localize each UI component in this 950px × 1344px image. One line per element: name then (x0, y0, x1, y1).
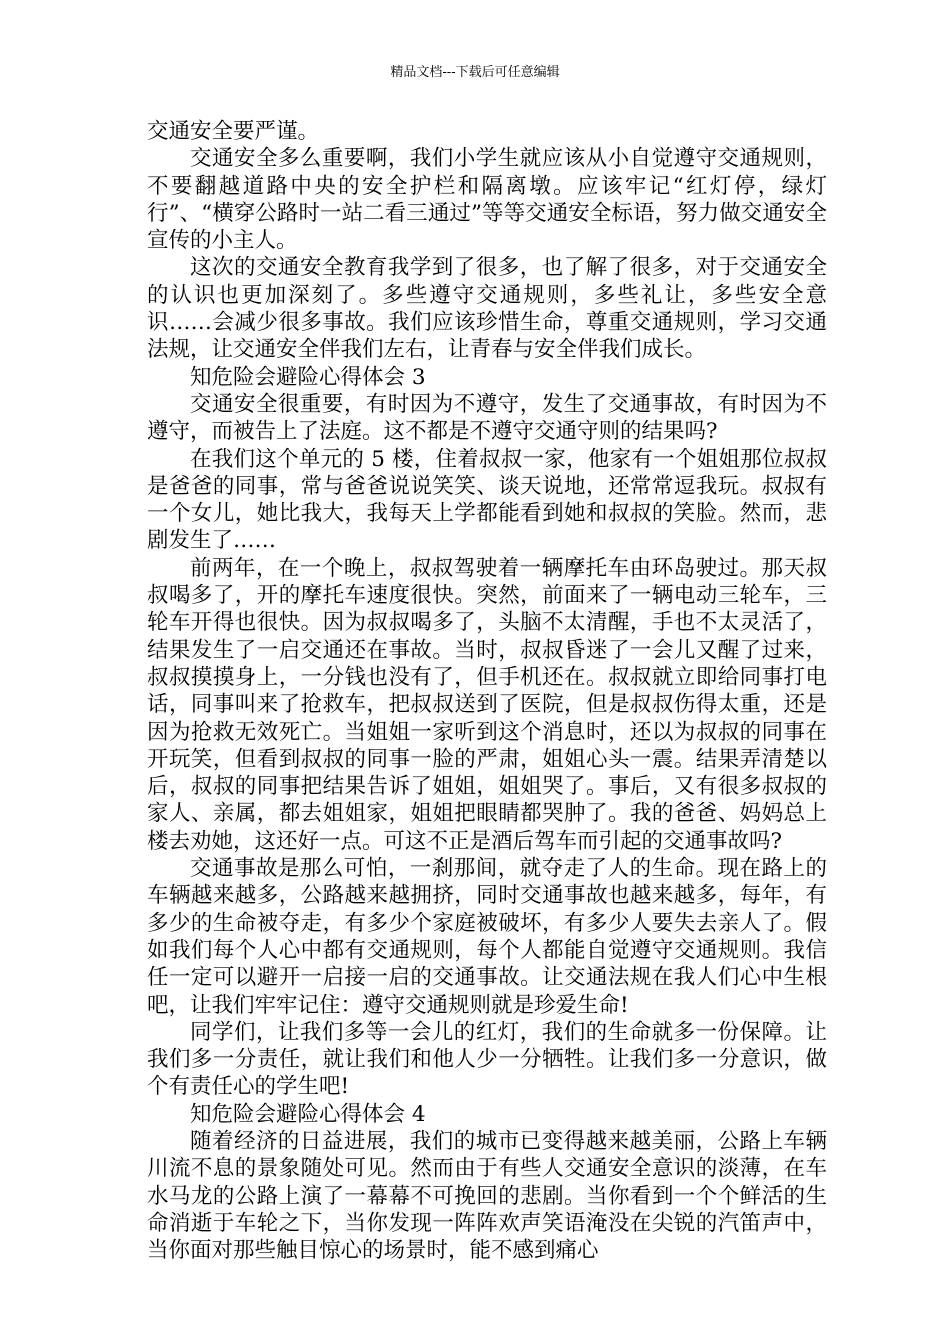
paragraph: 交通事故是那么可怕，一刹那间，就夺走了人的生命。现在路上的车辆越来越多，公路越来越拥挤，同时交通事故也越来越多，每年，有多少的生命被夺走，有多少个家庭被破坏，有多少人要失去亲人了。假如我们每个人心中都有交通规则，每个人都能自觉遵守交通规则。我信任一定可以避开一启接一启的交通事故。让交通法规在我人们心中生根吧，让我们牢牢记住：遵守交通规则就是珍爱生命! (147, 856, 827, 1018)
paragraph: 这次的交通安全教育我学到了很多，也了解了很多，对于交通安全的认识也更加深刻了。多些遵守交通规则，多些礼让，多些安全意识……会减少很多事故。我们应该珍惜生命，尊重交通规则，学习交通法规，让交通安全伴我们左右，让青春与安全伴我们成长。 (147, 255, 827, 363)
paragraph: 前两年，在一个晚上，叔叔驾驶着一辆摩托车由环岛驶过。那天叔叔喝多了，开的摩托车速度很快。突然，前面来了一辆电动三轮车，三轮车开得也很快。因为叔叔喝多了，头脑不太清醒，手也不太灵活了，结果发生了一启交通还在事故。当时，叔叔昏迷了一会儿又醒了过来，叔叔摸摸身上，一分钱也没有了，但手机还在。叔叔就立即给同事打电话，同事叫来了抢救车，把叔叔送到了医院，但是叔叔伤得太重，还是因为抢救无效死亡。当姐姐一家听到这个消息时，还以为叔叔的同事在开玩笑，但看到叔叔的同事一脸的严肃，姐姐心头一震。结果弄清楚以后，叔叔的同事把结果告诉了姐姐，姐姐哭了。事后，又有很多叔叔的家人、亲属，都去姐姐家，姐姐把眼睛都哭肿了。我的爸爸、妈妈总上楼去劝她，这还好一点。可这不正是酒后驾车而引起的交通事故吗? (147, 555, 827, 854)
paragraph: 交通安全多么重要啊，我们小学生就应该从小自觉遵守交通规则，不要翻越道路中央的安全护栏和隔离墩。应该牢记“红灯停，绿灯行”、“横穿公路时一站二看三通过”等等交通安全标语，努力做交通安全宣传的小主人。 (147, 146, 827, 254)
paragraph: 交通安全很重要，有时因为不遵守，发生了交通事故，有时因为不遵守，而被告上了法庭。这不都是不遵守交通守则的结果吗? (147, 391, 827, 445)
section-heading: 知危险会避险心得体会 3 (190, 364, 426, 390)
paragraph: 交通安全要严谨。 (147, 119, 320, 144)
section-heading: 知危险会避险心得体会 4 (190, 1101, 426, 1127)
paragraph: 随着经济的日益进展，我们的城市已变得越来越美丽，公路上车辆川流不息的景象随处可见。然而由于有些人交通安全意识的淡薄，在车水马龙的公路上演了一幕幕不可挽回的悲剧。当你看到一个个鲜活的生命消逝于车轮之下，当你发现一阵阵欢声笑语淹没在尖锐的汽笛声中，当你面对那些触目惊心的场景时，能不感到痛心 (147, 1128, 827, 1264)
page-header: 精品文档---下载后可任意编辑 (390, 65, 560, 80)
paragraph: 同学们，让我们多等一会儿的红灯，我们的生命就多一份保障。让我们多一分责任，就让我们和他人少一分牺牲。让我们多一分意识，做个有责任心的学生吧! (147, 1019, 827, 1100)
document-body (147, 118, 827, 1264)
paragraph: 在我们这个单元的 5 楼，住着叔叔一家，他家有一个姐姐那位叔叔是爸爸的同事，常与爸爸说说笑笑、谈天说地，还常常逗我玩。叔叔有一个女儿，她比我大，我每天上学都能看到她和叔叔的笑脸。然而，悲剧发生了…… (147, 446, 827, 554)
